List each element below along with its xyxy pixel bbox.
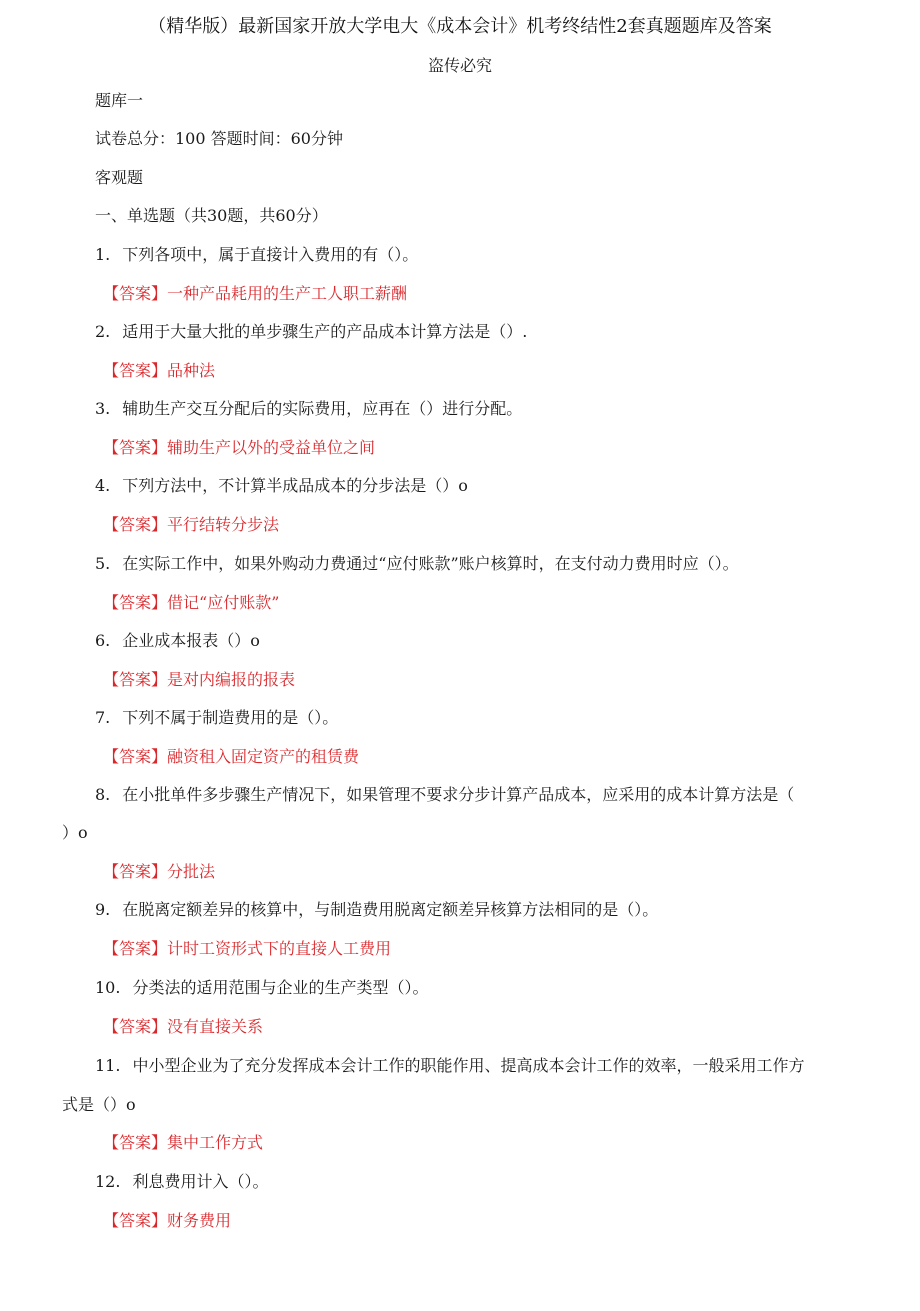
answer-tag: 【答案】 (103, 862, 168, 881)
question-text: 中小型企业为了充分发挥成本会计工作的职能作用、提高成本会计工作的效率，一般采用工作方 (132, 1056, 805, 1075)
answer-tag: 【答案】 (103, 670, 168, 689)
question-number: 10. (95, 978, 121, 997)
question-number: 4. (95, 476, 111, 495)
question-5 (95, 553, 739, 575)
answer-text: 没有直接关系 (167, 1017, 264, 1036)
question-9 (95, 899, 658, 921)
answer-tag: 【答案】 (103, 1133, 168, 1152)
question-2 (95, 321, 527, 343)
answer-9 (103, 938, 391, 960)
document-subtitle: 盗传必究 (427, 56, 492, 75)
question-11 (95, 1055, 804, 1077)
question-number: 6. (95, 631, 111, 650)
question-number: 8. (95, 785, 111, 804)
question-text: 辅助生产交互分配后的实际费用，应再在（）进行分配。 (122, 399, 523, 418)
answer-11 (103, 1132, 263, 1154)
answer-text: 分批法 (167, 862, 216, 881)
question-text: 企业成本报表（）o (122, 631, 260, 650)
question-12 (95, 1171, 268, 1193)
answer-6 (103, 669, 295, 691)
question-10 (95, 977, 428, 999)
answer-tag: 【答案】 (103, 593, 168, 612)
question-number: 2. (95, 322, 111, 341)
answer-7 (103, 746, 359, 768)
question-1 (95, 244, 418, 266)
question-number: 1. (95, 245, 111, 264)
answer-tag: 【答案】 (103, 1211, 168, 1230)
question-number: 12. (95, 1172, 121, 1191)
question-text: 下列各项中，属于直接计入费用的有（）。 (122, 245, 419, 264)
question-text: 利息费用计入（）。 (132, 1172, 269, 1191)
question-number: 11. (95, 1056, 121, 1075)
question-number: 5. (95, 554, 111, 573)
document-title: （精华版）最新国家开放大学电大《成本会计》机考终结性2套真题题库及答案 (148, 16, 772, 37)
question-3 (95, 398, 522, 420)
answer-5 (103, 592, 279, 614)
question-11-continuation: 式是（）o (62, 1095, 136, 1114)
answer-8 (103, 861, 215, 883)
question-number: 9. (95, 900, 111, 919)
answer-tag: 【答案】 (103, 515, 168, 534)
answer-text: 是对内编报的报表 (167, 670, 296, 689)
question-text: 适用于大量大批的单步骤生产的产品成本计算方法是（）. (122, 322, 528, 341)
exam-info: 试卷总分：100 答题时间：60分钟 (95, 129, 343, 148)
answer-tag: 【答案】 (103, 284, 168, 303)
answer-3 (103, 437, 375, 459)
bank-label: 题库一 (95, 91, 144, 110)
question-text: 下列方法中，不计算半成品成本的分步法是（）o (122, 476, 468, 495)
section-header: 一、单选题（共30题，共60分） (95, 206, 328, 225)
answer-12 (103, 1210, 231, 1232)
question-4 (95, 475, 468, 497)
question-7 (95, 707, 338, 729)
answer-text: 集中工作方式 (167, 1133, 264, 1152)
question-8-continuation: ）o (62, 823, 88, 842)
question-text: 在实际工作中，如果外购动力费通过“应付账款”账户核算时，在支付动力费用时应（）。 (122, 554, 739, 573)
answer-2 (103, 360, 215, 382)
answer-text: 平行结转分步法 (167, 515, 280, 534)
question-number: 7. (95, 708, 111, 727)
answer-text: 计时工资形式下的直接人工费用 (167, 939, 392, 958)
answer-tag: 【答案】 (103, 1017, 168, 1036)
answer-1 (103, 283, 407, 305)
answer-tag: 【答案】 (103, 361, 168, 380)
answer-text: 一种产品耗用的生产工人职工薪酬 (167, 284, 408, 303)
answer-4 (103, 514, 279, 536)
question-6 (95, 630, 260, 652)
answer-tag: 【答案】 (103, 438, 168, 457)
question-text: 在小批单件多步骤生产情况下，如果管理不要求分步计算产品成本，应采用的成本计算方法是（ (122, 785, 795, 804)
question-text: 在脱离定额差异的核算中，与制造费用脱离定额差异核算方法相同的是（）。 (122, 900, 659, 919)
answer-tag: 【答案】 (103, 747, 168, 766)
question-8 (95, 784, 794, 806)
section-type: 客观题 (95, 168, 144, 187)
answer-text: 融资租入固定资产的租赁费 (167, 747, 360, 766)
answer-10 (103, 1016, 263, 1038)
question-number: 3. (95, 399, 111, 418)
answer-text: 借记“应付账款” (167, 593, 280, 612)
question-text: 下列不属于制造费用的是（）。 (122, 708, 339, 727)
answer-text: 品种法 (167, 361, 216, 380)
question-text: 分类法的适用范围与企业的生产类型（）。 (132, 978, 429, 997)
answer-text: 辅助生产以外的受益单位之间 (167, 438, 376, 457)
answer-text: 财务费用 (167, 1211, 232, 1230)
answer-tag: 【答案】 (103, 939, 168, 958)
